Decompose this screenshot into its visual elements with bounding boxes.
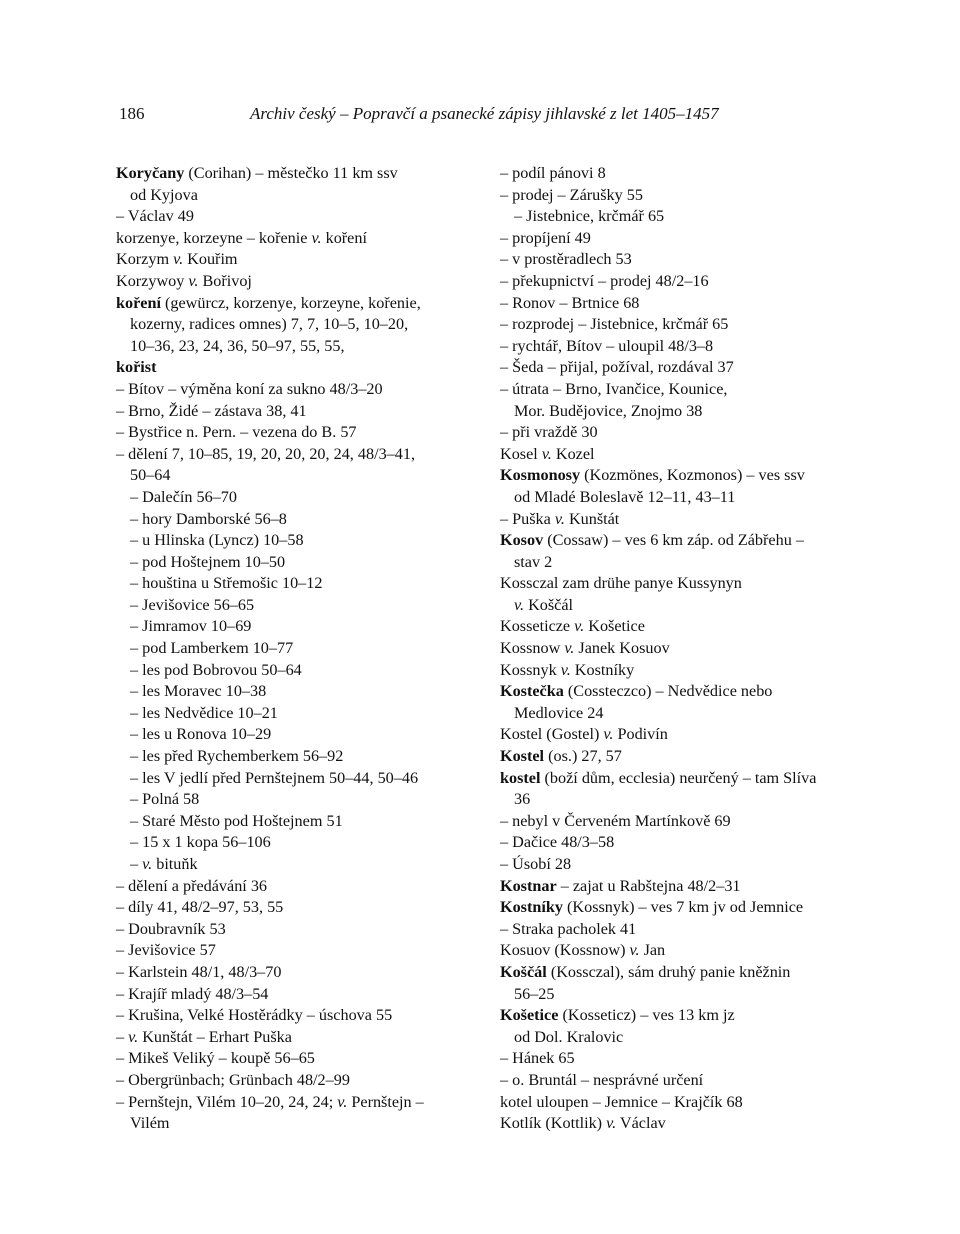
index-line: [116, 595, 476, 617]
cross-reference: v.: [564, 639, 575, 658]
entry-text: – les před Rychemberkem 56–92: [130, 747, 344, 766]
index-line: [116, 789, 476, 811]
index-line: [500, 185, 860, 207]
entry-text: (gewürcz, korzenye, korzeyne, kořenie,: [160, 293, 421, 312]
entry-text: 50–64: [130, 466, 171, 485]
index-line: [116, 422, 476, 444]
entry-text: – hory Damborské 56–8: [130, 509, 287, 528]
index-column-left: [116, 163, 476, 1135]
index-line: [500, 271, 860, 293]
entry-text: Medlovice 24: [514, 703, 604, 722]
entry-text: Jan: [639, 941, 666, 960]
entry-text: – o. Bruntál – nesprávné určení: [500, 1070, 704, 1089]
entry-text: – při vraždě 30: [500, 423, 598, 442]
entry-text: –: [130, 855, 143, 873]
index-line: [500, 552, 860, 574]
index-line: [500, 1092, 860, 1114]
index-entry: [500, 681, 860, 703]
index-line: [116, 832, 476, 854]
entry-text: Kunštát – Erhart Puška: [138, 1027, 292, 1046]
entry-headword: Kosov: [500, 531, 544, 550]
entry-text: (Kossnyk) – ves 7 km jv od Jemnice: [562, 898, 804, 917]
entry-text: Kossnyk: [500, 660, 561, 679]
index-entry: [116, 357, 476, 379]
index-line: [116, 552, 476, 574]
index-line: [500, 293, 860, 315]
cross-reference: v.: [574, 617, 585, 636]
index-line: [500, 401, 860, 423]
entry-text: (Kozmönes, Kozmonos) – ves ssv: [580, 466, 805, 485]
entry-text: Kosel: [500, 444, 542, 463]
entry-text: Kosseticze: [500, 617, 575, 636]
entry-text: Korzym: [116, 250, 174, 269]
index-line: [500, 724, 860, 746]
entry-text: od Kyjova: [130, 185, 198, 204]
index-line: [116, 1048, 476, 1070]
entry-text: Kosuov (Kossnow): [500, 941, 630, 960]
cross-reference: v.: [541, 444, 552, 463]
entry-headword: Koryčany: [116, 164, 185, 182]
entry-text: – les u Ronova 10–29: [130, 725, 272, 744]
entry-text: Kostníky: [570, 660, 635, 679]
index-line: [116, 1005, 476, 1027]
entry-text: Podivín: [613, 725, 668, 744]
entry-text: – zajat u Rabštejna 48/2–31: [556, 876, 741, 895]
entry-text: – prodej – Zárušky 55: [500, 185, 643, 204]
index-line: [116, 228, 476, 250]
cross-reference: v.: [606, 1114, 617, 1133]
entry-text: Václav: [616, 1114, 666, 1133]
index-line: [500, 487, 860, 509]
index-line: [116, 1092, 476, 1114]
index-line: [500, 228, 860, 250]
index-line: [500, 422, 860, 444]
entry-text: Vilém: [130, 1114, 170, 1133]
entry-headword: Kostel: [500, 747, 545, 766]
index-line: [116, 530, 476, 552]
entry-text: – Dalečín 56–70: [130, 487, 237, 506]
index-line: [116, 811, 476, 833]
index-line: [500, 249, 860, 271]
index-line: [500, 595, 860, 617]
index-line: [116, 487, 476, 509]
entry-text: – díly 41, 48/2–97, 53, 55: [116, 898, 284, 917]
index-line: [500, 789, 860, 811]
index-line: [116, 465, 476, 487]
index-line: [116, 616, 476, 638]
index-line: [500, 163, 860, 185]
entry-text: – Jevišovice 56–65: [130, 595, 255, 614]
index-line: [116, 703, 476, 725]
entry-text: – nebyl v Červeném Martínkově 69: [500, 811, 731, 830]
entry-text: (Cossteczco) – Nedvědice nebo: [563, 682, 773, 701]
index-line: [500, 444, 860, 466]
entry-text: – Polná 58: [130, 790, 200, 809]
index-line: [116, 185, 476, 207]
entry-text: (Kosseticz) – ves 13 km jz: [558, 1006, 735, 1025]
index-line: [116, 962, 476, 984]
entry-text: – Krušina, Velké Hostěrádky – úschova 55: [116, 1006, 393, 1025]
index-line: [500, 940, 860, 962]
entry-text: Kouřim: [183, 250, 238, 269]
entry-text: Kossczal zam drühe panye Kussynyn: [500, 574, 742, 593]
index-line: [116, 379, 476, 401]
entry-text: Košetice: [584, 617, 645, 636]
entry-text: – rozprodej – Jistebnice, krčmář 65: [500, 315, 729, 334]
index-line: [116, 401, 476, 423]
entry-text: – Ronov – Brtnice 68: [500, 293, 640, 312]
index-line: [500, 1113, 860, 1135]
cross-reference: v.: [603, 725, 614, 744]
index-line: [116, 573, 476, 595]
index-line: [500, 811, 860, 833]
entry-text: – les Nedvědice 10–21: [130, 703, 278, 722]
entry-text: (boží dům, ecclesia) neurčený – tam Slíva: [540, 768, 817, 787]
entry-text: – útrata – Brno, Ivančice, Kounice,: [500, 379, 728, 398]
entry-text: –: [116, 1027, 129, 1046]
index-line: [116, 854, 476, 876]
cross-reference: v.: [337, 1092, 348, 1111]
index-column-right: [500, 163, 860, 1135]
entry-text: – 15 x 1 kopa 56–106: [130, 833, 271, 852]
entry-text: – Bystřice n. Pern. – vezena do B. 57: [116, 423, 357, 442]
entry-text: (Kossczal), sám druhý panie kněžnin: [546, 962, 791, 981]
index-line: [500, 919, 860, 941]
entry-headword: Koščál: [500, 962, 547, 981]
entry-text: Kossnow: [500, 639, 565, 658]
index-entry: [500, 876, 860, 898]
entry-text: – Puška: [500, 509, 555, 528]
entry-text: – pod Hoštejnem 10–50: [130, 552, 286, 571]
entry-text: – dělení 7, 10–85, 19, 20, 20, 20, 24, 48/3–41,: [116, 444, 416, 463]
index-entry: [500, 1005, 860, 1027]
entry-text: korzenye, korzeyne – kořenie: [116, 228, 312, 247]
entry-text: 36: [514, 790, 531, 809]
entry-text: – Jistebnice, krčmář 65: [514, 207, 665, 226]
index-line: [116, 897, 476, 919]
entry-text: kozerny, radices omnes) 7, 7, 10–5, 10–20,: [130, 315, 409, 334]
entry-text: Kostel (Gostel): [500, 725, 604, 744]
index-entry: [116, 163, 476, 185]
entry-text: – Obergrünbach; Grünbach 48/2–99: [116, 1070, 350, 1089]
index-line: [500, 509, 860, 531]
index-line: [116, 876, 476, 898]
entry-text: stav 2: [514, 552, 553, 571]
entry-text: – Jevišovice 57: [116, 941, 216, 960]
index-line: [500, 616, 860, 638]
index-line: [116, 919, 476, 941]
entry-text: – Brno, Židé – zástava 38, 41: [116, 401, 307, 420]
entry-text: – Staré Město pod Hoštejnem 51: [130, 811, 343, 830]
index-entry: [500, 897, 860, 919]
index-line: [500, 984, 860, 1006]
index-line: [500, 573, 860, 595]
index-entry: [500, 962, 860, 984]
entry-text: Bořivoj: [198, 271, 252, 290]
entry-text: – Hánek 65: [500, 1049, 575, 1068]
index-line: [116, 1113, 476, 1135]
entry-text: – v prostěradlech 53: [500, 250, 632, 269]
entry-text: – Úsobí 28: [500, 855, 572, 873]
entry-headword: Kostečka: [500, 682, 564, 701]
index-entry: [500, 465, 860, 487]
entry-text: Pernštejn –: [347, 1092, 424, 1111]
entry-text: – Straka pacholek 41: [500, 919, 637, 938]
index-line: [500, 336, 860, 358]
entry-headword: kostel: [500, 768, 541, 787]
index-line: [116, 746, 476, 768]
cross-reference: v.: [188, 271, 199, 290]
entry-text: koření: [321, 228, 367, 247]
index-line: [500, 854, 860, 876]
index-entry: [500, 530, 860, 552]
entry-text: od Dol. Kralovic: [514, 1027, 624, 1046]
index-line: [116, 1070, 476, 1092]
index-line: [500, 314, 860, 336]
index-line: [116, 509, 476, 531]
index-entry: [500, 746, 860, 768]
cross-reference: v.: [142, 855, 153, 873]
index-line: [500, 703, 860, 725]
entry-headword: Kostnar: [500, 876, 557, 895]
running-title: Archiv český – Popravčí a psanecké zápisy jihlavské z let 1405–1457: [250, 104, 719, 123]
cross-reference: v.: [554, 509, 565, 528]
index-line: [500, 832, 860, 854]
entry-text: – Pernštejn, Vilém 10–20, 24, 24;: [116, 1092, 338, 1111]
entry-headword: Košetice: [500, 1006, 559, 1025]
entry-text: – rychtář, Bítov – uloupil 48/3–8: [500, 336, 714, 355]
entry-text: – podíl pánovi 8: [500, 164, 606, 182]
entry-text: – les pod Bobrovou 50–64: [130, 660, 302, 679]
index-line: [116, 336, 476, 358]
index-line: [116, 314, 476, 336]
cross-reference: v.: [514, 595, 525, 614]
cross-reference: v.: [128, 1027, 139, 1046]
page-number: 186: [119, 104, 145, 123]
entry-text: Kotlík (Kottlik): [500, 1114, 607, 1133]
index-line: [116, 940, 476, 962]
entry-text: – překupnictví – prodej 48/2–16: [500, 271, 709, 290]
cross-reference: v.: [560, 660, 571, 679]
entry-text: – Mikeš Veliký – koupě 56–65: [116, 1049, 315, 1068]
entry-headword: Kosmonosy: [500, 466, 581, 485]
entry-text: Mor. Budějovice, Znojmo 38: [514, 401, 703, 420]
entry-text: od Mladé Boleslavě 12–11, 43–11: [514, 487, 736, 506]
index-line: [116, 444, 476, 466]
index-line: [116, 206, 476, 228]
index-line: [500, 638, 860, 660]
entry-text: – Václav 49: [116, 207, 194, 226]
entry-headword: Kostníky: [500, 898, 563, 917]
entry-text: – Šeda – přijal, požíval, rozdával 37: [500, 358, 734, 377]
entry-headword: koření: [116, 293, 161, 312]
index-line: [500, 206, 860, 228]
entry-text: – dělení a předávání 36: [116, 876, 268, 895]
entry-headword: kořist: [116, 358, 157, 377]
entry-text: (Cossaw) – ves 6 km záp. od Zábřehu –: [543, 531, 804, 550]
index-line: [500, 1027, 860, 1049]
page-header: [0, 104, 960, 130]
entry-text: (Corihan) – městečko 11 km ssv: [184, 164, 398, 182]
entry-text: Kozel: [551, 444, 595, 463]
index-line: [116, 681, 476, 703]
index-line: [500, 1048, 860, 1070]
index-entry: [500, 768, 860, 790]
entry-text: – propíjení 49: [500, 228, 591, 247]
index-line: [500, 1070, 860, 1092]
cross-reference: v.: [311, 228, 322, 247]
entry-text: – Bítov – výměna koní za sukno 48/3–20: [116, 379, 383, 398]
index-line: [116, 724, 476, 746]
index-line: [116, 984, 476, 1006]
index-line: [116, 768, 476, 790]
entry-text: – les Moravec 10–38: [130, 682, 267, 701]
entry-text: Koščál: [524, 595, 574, 614]
index-line: [116, 249, 476, 271]
entry-text: Korzywoy: [116, 271, 189, 290]
entry-text: – Krajíř mladý 48/3–54: [116, 984, 269, 1003]
entry-text: kotel uloupen – Jemnice – Krajčík 68: [500, 1092, 743, 1111]
entry-text: – les V jedlí před Pernštejnem 50–44, 50–46: [130, 768, 419, 787]
entry-text: – pod Lamberkem 10–77: [130, 639, 294, 658]
entry-text: – Dačice 48/3–58: [500, 833, 615, 852]
index-line: [500, 357, 860, 379]
index-line: [116, 1027, 476, 1049]
entry-text: Janek Kosuov: [574, 639, 670, 658]
index-line: [500, 379, 860, 401]
index-line: [116, 638, 476, 660]
cross-reference: v.: [173, 250, 184, 269]
cross-reference: v.: [629, 941, 640, 960]
index-line: [500, 660, 860, 682]
entry-text: – Doubravník 53: [116, 919, 226, 938]
entry-text: – Karlstein 48/1, 48/3–70: [116, 962, 282, 981]
entry-text: 56–25: [514, 984, 555, 1003]
entry-text: – Jimramov 10–69: [130, 617, 252, 636]
index-line: [116, 660, 476, 682]
entry-text: (os.) 27, 57: [544, 747, 622, 766]
entry-text: 10–36, 23, 24, 36, 50–97, 55, 55,: [130, 336, 345, 355]
entry-text: Kunštát: [564, 509, 620, 528]
entry-text: – u Hlinska (Lyncz) 10–58: [130, 531, 304, 550]
entry-text: – houština u Střemošic 10–12: [130, 574, 323, 593]
index-entry: [116, 293, 476, 315]
index-line: [116, 271, 476, 293]
entry-text: bituňk: [152, 855, 198, 873]
